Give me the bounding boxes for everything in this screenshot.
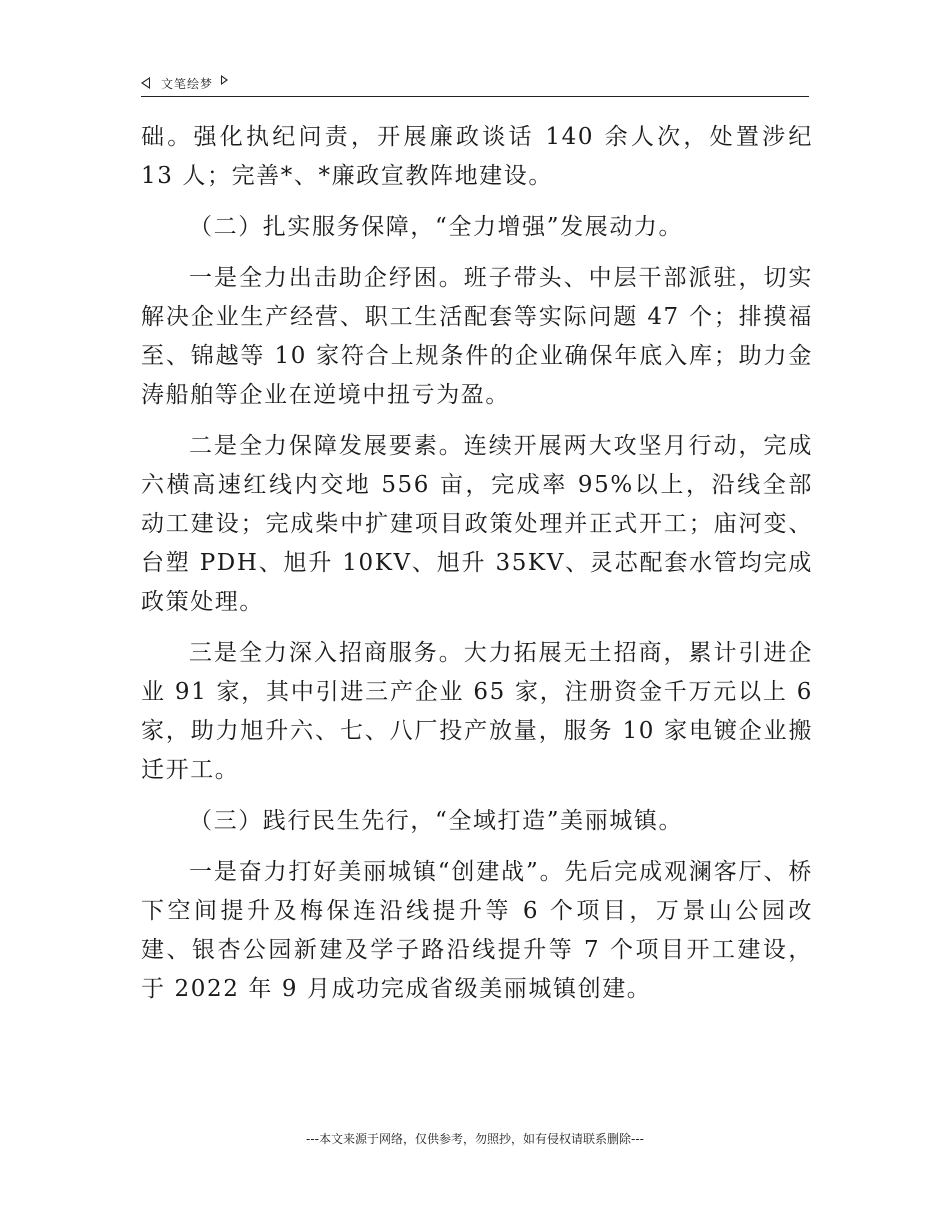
footer-disclaimer: ---本文来源于网络，仅供参考，勿照抄，如有侵权请联系删除---	[306, 1132, 644, 1146]
paragraph: 二是全力保障发展要素。连续开展两大攻坚月行动，完成六横高速红线内交地 556 亩，完成率 95%以上，沿线全部动工建设；完成柴中扩建项目政策处理并正式开工；庙河变、台塑 PDH、旭升 10KV、旭升 35KV、灵芯配套水管均完成政策处理。	[141, 433, 813, 615]
page-header	[141, 70, 809, 97]
triangle-right-icon	[221, 75, 228, 85]
paragraph: 三是全力深入招商服务。大力拓展无土招商，累计引进企业 91 家，其中引进三产企业 65 家，注册资金千万元以上 6 家，助力旭升六、七、八厂投产放量，服务 10 家电镀企业搬迁开工。	[141, 640, 813, 783]
document-body	[141, 118, 813, 1009]
paragraph: 一是奋力打好美丽城镇“创建战”。先后完成观澜客厅、桥下空间提升及梅保连沿线提升等 6 个项目，万景山公园改建、银杏公园新建及学子路沿线提升等 7 个项目开工建设，于 2022 年 9 月成功完成省级美丽城镇创建。	[141, 859, 813, 1002]
triangle-left-icon	[141, 77, 150, 89]
brand-name: 文笔绘梦	[161, 76, 214, 91]
section-heading-3: （三）践行民生先行，“全域打造”美丽城镇。	[189, 808, 684, 834]
paragraph: 一是全力出击助企纾困。班子带头、中层干部派驻，切实解决企业生产经营、职工生活配套等实际问题 47 个；排摸福至、锦越等 10 家符合上规条件的企业确保年底入库；助力金涛船舶等企业在逆境中扭亏为盈。	[141, 265, 813, 408]
paragraph-continuation: 础。强化执纪问责，开展廉政谈话 140 余人次，处置涉纪 13 人；完善*、*廉政宣教阵地建设。	[141, 124, 813, 189]
section-heading-2: （二）扎实服务保障，“全力增强”发展动力。	[189, 214, 684, 240]
